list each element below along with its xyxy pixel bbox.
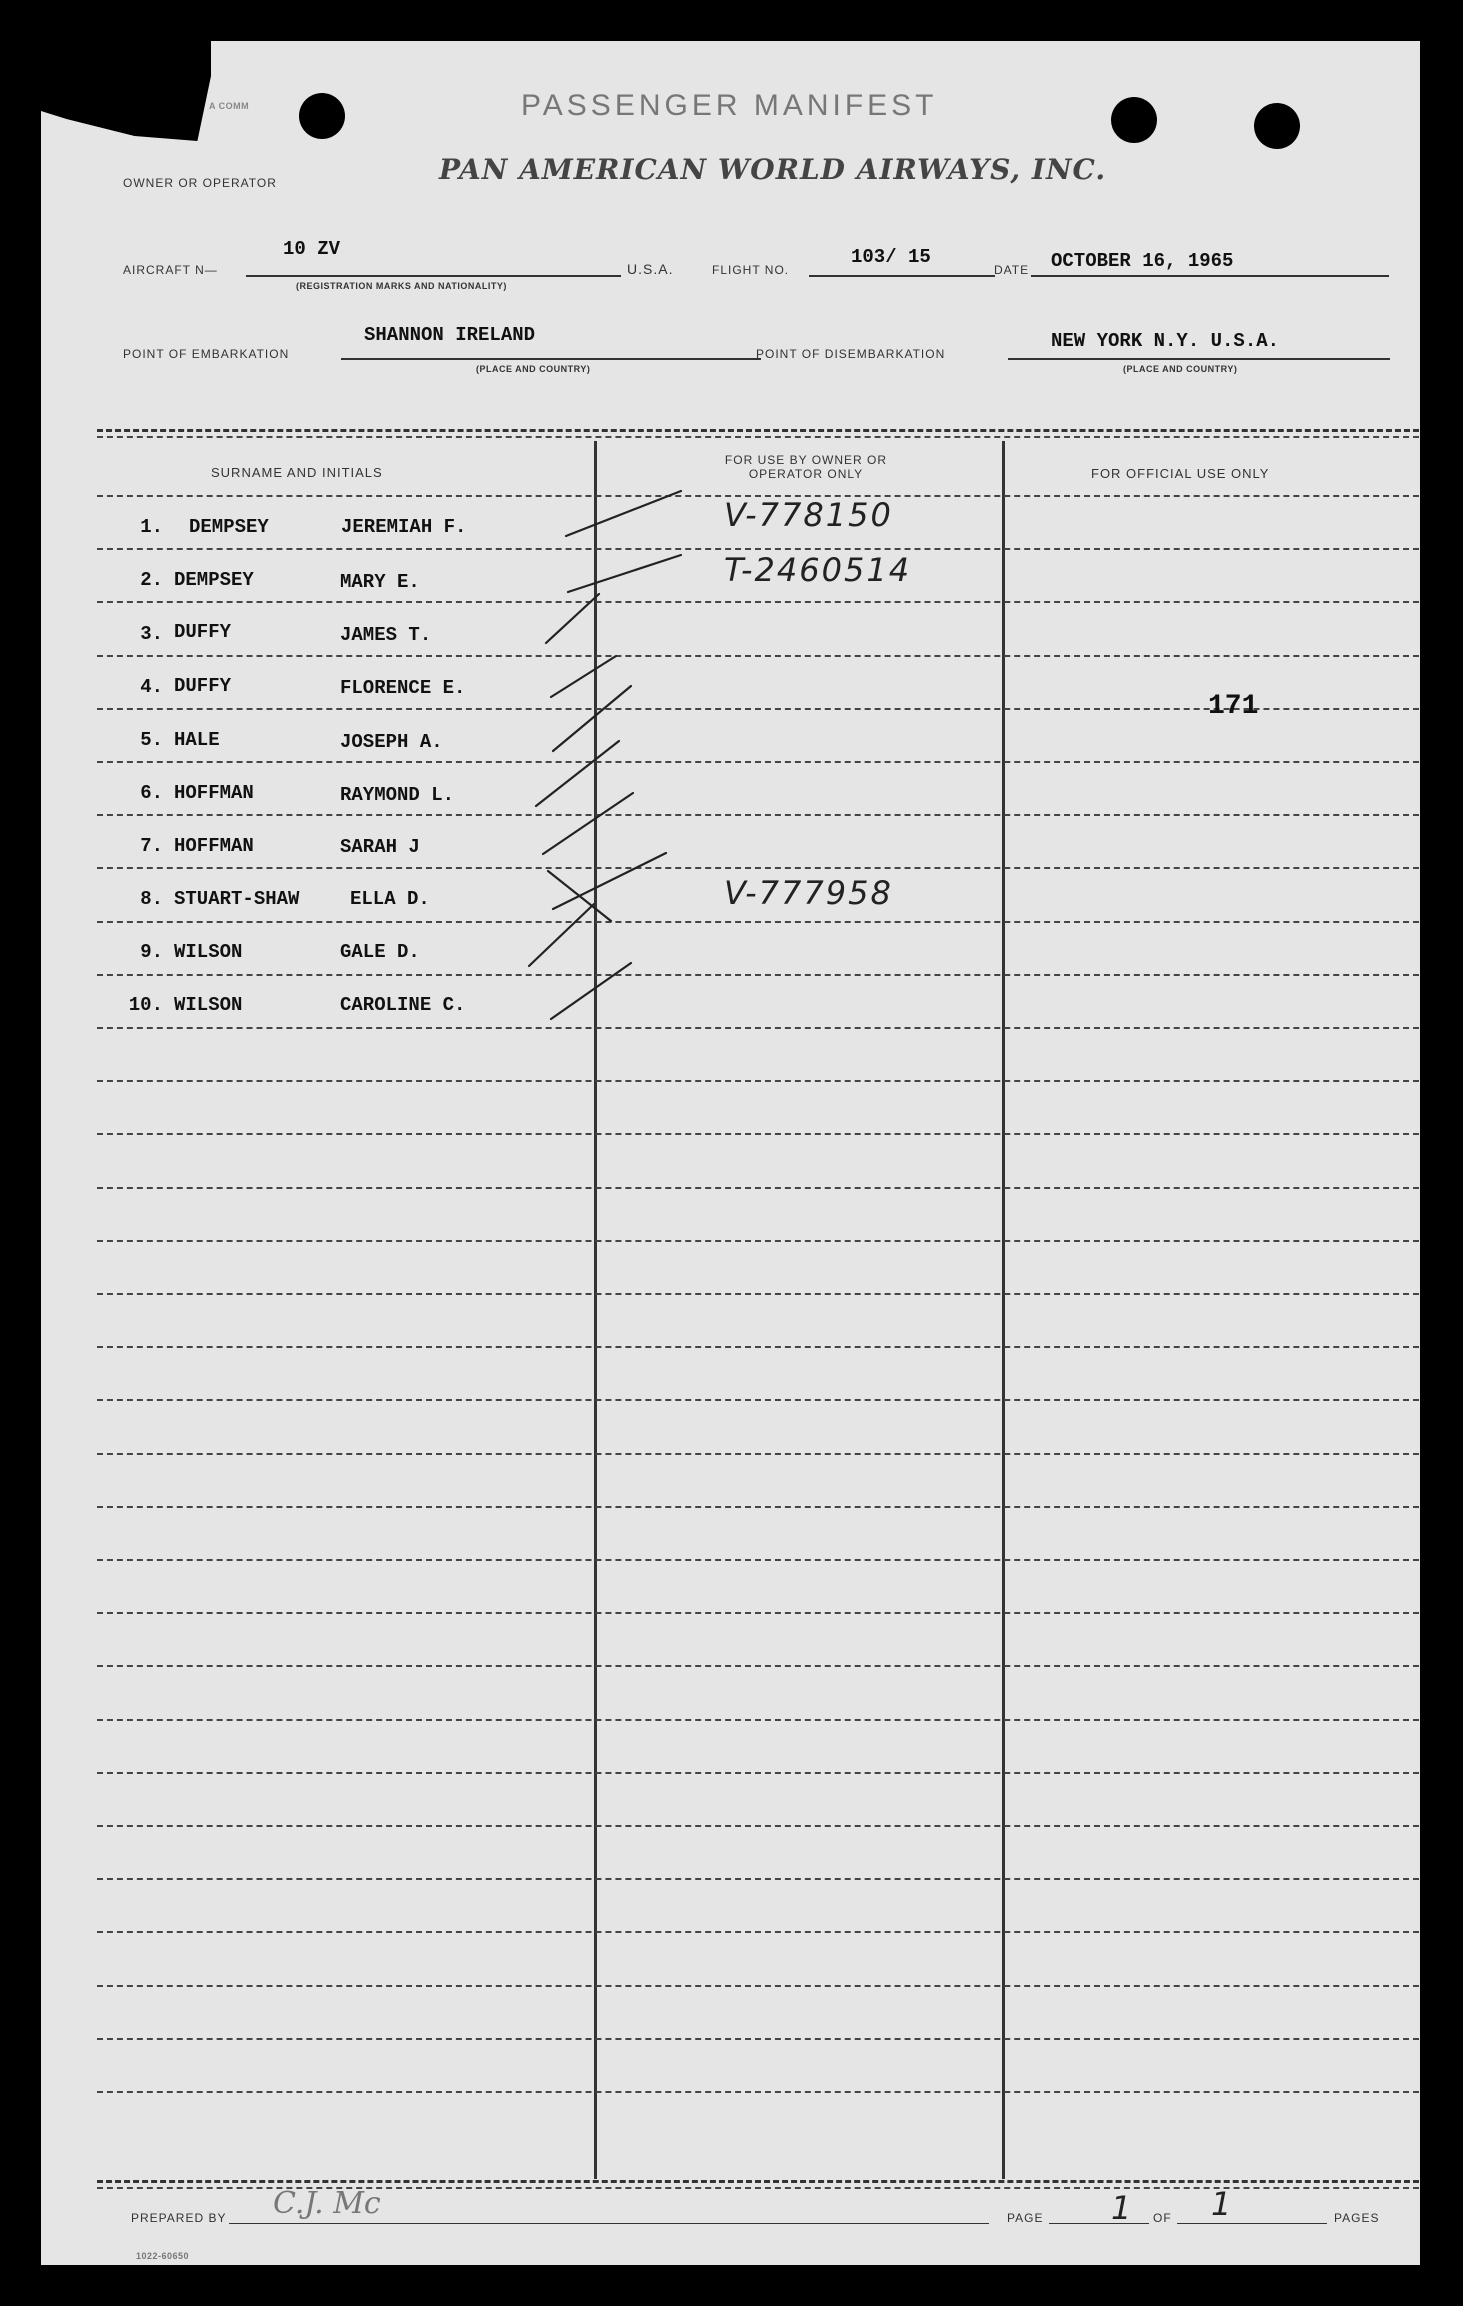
surname: HOFFMAN <box>174 835 254 857</box>
owner-label: OWNER OR OPERATOR <box>123 176 277 190</box>
row-number: 8. <box>140 888 163 910</box>
owner-note: V-777958 <box>724 874 893 912</box>
signature: C.J. Mc <box>273 2186 381 2221</box>
prepared-label: PREPARED BY <box>131 2211 227 2225</box>
check-mark-icon <box>543 793 633 854</box>
country-label: U.S.A. <box>627 261 674 277</box>
owner-note: V-778150 <box>724 496 893 534</box>
given-name: JEREMIAH F. <box>341 516 467 538</box>
surname: STUART-SHAW <box>174 888 300 910</box>
column-header-owner: FOR USE BY OWNER OR OPERATOR ONLY <box>724 453 888 481</box>
table-bottom-rule <box>97 2180 1419 2183</box>
row-number: 2. <box>140 569 163 591</box>
manifest-sheet <box>41 41 1420 2265</box>
row-number: 5. <box>140 729 163 751</box>
check-marks <box>41 41 1420 2265</box>
given-name: CAROLINE C. <box>340 994 466 1016</box>
row-number: 4. <box>140 676 163 698</box>
row-number: 1. <box>140 516 163 538</box>
disembarkation-value: NEW YORK N.Y. U.S.A. <box>1051 330 1280 352</box>
surname: HOFFMAN <box>174 782 254 804</box>
embarkation-sub: (PLACE AND COUNTRY) <box>476 364 591 374</box>
disembarkation-label: POINT OF DISEMBARKATION <box>756 347 946 361</box>
official-mark: 171 <box>1208 691 1259 722</box>
check-mark-icon <box>529 904 594 966</box>
check-mark-icon <box>548 871 611 921</box>
given-name: JAMES T. <box>340 624 432 646</box>
form-code: 1022-60650 <box>136 2251 190 2261</box>
row-number: 9. <box>140 941 163 963</box>
check-mark-icon <box>551 656 616 697</box>
check-mark-icon <box>551 963 631 1019</box>
embarkation-value: SHANNON IRELAND <box>364 324 536 346</box>
flight-value: 103/ 15 <box>851 246 931 268</box>
aircraft-value: 10 ZV <box>283 238 341 260</box>
page-label: PAGE <box>1007 2211 1044 2225</box>
page-value: 1 <box>1111 2189 1134 2227</box>
aircraft-label: AIRCRAFT N— <box>123 263 218 277</box>
check-mark-icon <box>536 741 619 806</box>
of-label: OF <box>1153 2211 1172 2225</box>
given-name: MARY E. <box>340 571 420 593</box>
date-value: OCTOBER 16, 1965 <box>1051 250 1234 272</box>
pages-label: PAGES <box>1334 2211 1380 2225</box>
check-mark-icon <box>546 594 599 643</box>
flight-label: FLIGHT NO. <box>712 263 790 277</box>
surname: DEMPSEY <box>189 516 269 538</box>
aircraft-sub: (REGISTRATION MARKS AND NATIONALITY) <box>296 281 507 291</box>
row-number: 10. <box>128 994 163 1016</box>
date-label: DATE <box>994 263 1030 277</box>
operator-name: PAN AMERICAN WORLD AIRWAYS, INC. <box>439 153 1107 186</box>
of-value: 1 <box>1211 2185 1234 2223</box>
given-name: ELLA D. <box>350 888 430 910</box>
owner-note: T-2460514 <box>724 551 912 589</box>
surname: WILSON <box>174 994 243 1016</box>
given-name: JOSEPH A. <box>340 731 443 753</box>
surname: WILSON <box>174 941 243 963</box>
stamp-text: A COMM <box>209 101 250 111</box>
given-name: SARAH J <box>340 836 420 858</box>
row-number: 6. <box>140 782 163 804</box>
embarkation-label: POINT OF EMBARKATION <box>123 347 290 361</box>
disembarkation-sub: (PLACE AND COUNTRY) <box>1123 364 1238 374</box>
given-name: RAYMOND L. <box>340 784 455 806</box>
row-number: 7. <box>140 835 163 857</box>
check-mark-icon <box>568 555 681 592</box>
column-header-official: FOR OFFICIAL USE ONLY <box>1091 466 1270 481</box>
check-mark-icon <box>553 853 666 909</box>
check-mark-icon <box>566 491 681 536</box>
manifest-title: PASSENGER MANIFEST <box>521 89 938 122</box>
surname: DUFFY <box>174 621 232 643</box>
surname: DUFFY <box>174 675 232 697</box>
given-name: FLORENCE E. <box>340 677 466 699</box>
surname: DEMPSEY <box>174 569 254 591</box>
row-number: 3. <box>140 623 163 645</box>
column-header-names: SURNAME AND INITIALS <box>211 465 383 480</box>
given-name: GALE D. <box>340 941 420 963</box>
surname: HALE <box>174 729 220 751</box>
